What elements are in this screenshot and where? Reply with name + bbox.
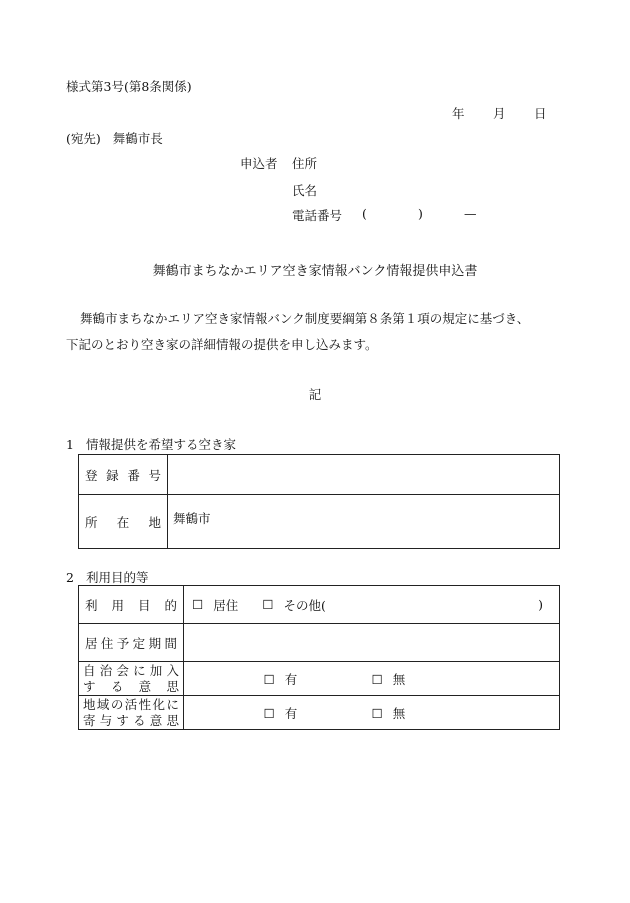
section-2-number: 2 [66, 570, 74, 585]
applicant-label: 申込者 [240, 156, 278, 171]
label-char: 利 [85, 597, 98, 613]
section-2-title: 利用目的等 [86, 570, 149, 585]
location-field[interactable]: 舞鶴市 [168, 495, 560, 549]
label-char: の [110, 696, 124, 712]
usage-purpose-table [78, 585, 560, 730]
label-char: 登 [85, 467, 98, 483]
registration-number-field[interactable] [168, 455, 560, 495]
label-char: 性 [138, 696, 152, 712]
label-char: 与 [99, 712, 113, 728]
revitalization-label-text [79, 697, 183, 729]
revitalization-options [184, 696, 560, 730]
label-line [83, 697, 179, 713]
label-char: 期 [148, 635, 162, 651]
date-month: 月 [493, 106, 506, 121]
checkbox-neighborhood-yes[interactable]: ☐ [263, 671, 275, 687]
yes-no-row [184, 704, 559, 722]
label-char: 自 [83, 662, 96, 678]
vacant-house-table [78, 454, 560, 549]
registration-number-label [79, 455, 168, 495]
label-char: 入 [166, 662, 179, 678]
date-day: 日 [534, 106, 547, 121]
section-1-title: 情報提供を希望する空き家 [86, 437, 237, 452]
label-char: 予 [116, 635, 130, 651]
label-char: 住 [100, 635, 114, 651]
option-other: その他( [283, 597, 326, 613]
checkbox-neighborhood-no[interactable]: ☐ [371, 671, 383, 687]
residence-period-label [79, 624, 184, 662]
label-char: 居 [85, 635, 98, 651]
registration-number-label-text [79, 466, 167, 484]
body-line-1: 舞鶴市まちなかエリア空き家情報バンク制度要綱第８条第１項の規定に基づき、 [80, 311, 530, 326]
date-year: 年 [452, 106, 465, 121]
label-char: 番 [127, 467, 140, 483]
label-char: 意 [149, 712, 163, 728]
section-1-number: 1 [66, 437, 74, 452]
form-number: 様式第3号(第8条関係) [66, 79, 192, 94]
table-row [79, 586, 560, 624]
applicant-tel-label: 電話番号 [292, 208, 343, 223]
purpose-options [184, 586, 560, 624]
table-row [79, 662, 560, 696]
yes-no-row [184, 670, 559, 688]
checkbox-revitalization-yes[interactable]: ☐ [263, 705, 275, 721]
checkbox-residence[interactable]: ☐ [192, 597, 204, 612]
label-char: る [110, 678, 124, 694]
label-char: に [133, 662, 146, 678]
revitalization-yes [264, 704, 372, 722]
label-char: 定 [132, 635, 146, 651]
ki-heading: 記 [308, 387, 322, 402]
purpose-options-row [184, 596, 559, 614]
applicant-address-label: 住所 [292, 156, 318, 171]
label-line [83, 713, 179, 729]
label-char: る [133, 712, 146, 728]
label-char: す [83, 678, 96, 694]
revitalization-no [372, 704, 480, 722]
option-residence: 居住 [213, 597, 239, 613]
label-char: 化 [152, 696, 166, 712]
body-text [66, 306, 566, 358]
label-char: す [116, 712, 129, 728]
neighborhood-association-label-text [79, 663, 183, 695]
label-line [83, 663, 179, 679]
table-row [79, 624, 560, 662]
applicant-name-label: 氏名 [292, 183, 318, 198]
label-char: 的 [164, 597, 177, 613]
label-char: 域 [96, 696, 110, 712]
purpose-label-text [79, 596, 183, 614]
label-char: 地 [83, 696, 96, 712]
addressee-label: (宛先) [66, 131, 101, 146]
yes-label: 有 [284, 671, 298, 687]
body-line-2: 下記のとおり空き家の詳細情報の提供を申し込みます。 [66, 337, 378, 352]
label-char: 意 [138, 678, 152, 694]
label-char: 号 [148, 467, 161, 483]
purpose-label [79, 586, 184, 624]
neighborhood-yes [264, 670, 372, 688]
table-row [79, 495, 560, 549]
label-char: 用 [111, 597, 124, 613]
label-char: 治 [99, 662, 113, 678]
location-label-text [79, 513, 167, 531]
no-label: 無 [392, 705, 406, 721]
document-title: 舞鶴市まちなかエリア空き家情報バンク情報提供申込書 [152, 264, 478, 279]
neighborhood-no [372, 670, 480, 688]
label-char: 地 [148, 514, 161, 530]
residence-period-label-text [79, 634, 183, 652]
yes-label: 有 [284, 705, 298, 721]
label-char: 所 [85, 514, 98, 530]
location-label [79, 495, 168, 549]
applicant-tel [292, 206, 477, 224]
label-char: 寄 [83, 712, 96, 728]
section-1-heading [66, 435, 236, 453]
table-row [79, 696, 560, 730]
label-char: に [166, 696, 179, 712]
label-char: 活 [124, 696, 138, 712]
tel-open-paren: ( [362, 206, 367, 221]
revitalization-label [79, 696, 184, 730]
residence-period-field[interactable] [184, 624, 560, 662]
neighborhood-association-options [184, 662, 560, 696]
neighborhood-association-label [79, 662, 184, 696]
label-char: 加 [149, 662, 163, 678]
addressee [66, 129, 163, 147]
label-line [83, 679, 179, 695]
label-char: 録 [106, 467, 119, 483]
tel-close-paren: ) [418, 206, 423, 221]
checkbox-other[interactable]: ☐ [262, 597, 274, 612]
label-char: 思 [166, 678, 179, 694]
section-2-heading [66, 568, 149, 586]
tel-dash: — [464, 206, 477, 221]
label-char: 在 [116, 514, 130, 530]
option-other-close: ) [538, 597, 543, 612]
checkbox-revitalization-no[interactable]: ☐ [371, 705, 383, 721]
label-char: 会 [116, 662, 129, 678]
table-row [79, 455, 560, 495]
no-label: 無 [392, 671, 406, 687]
label-char: 目 [137, 597, 151, 613]
label-char: 間 [164, 635, 177, 651]
addressee-name: 舞鶴市長 [112, 131, 163, 146]
label-char: 思 [166, 712, 179, 728]
